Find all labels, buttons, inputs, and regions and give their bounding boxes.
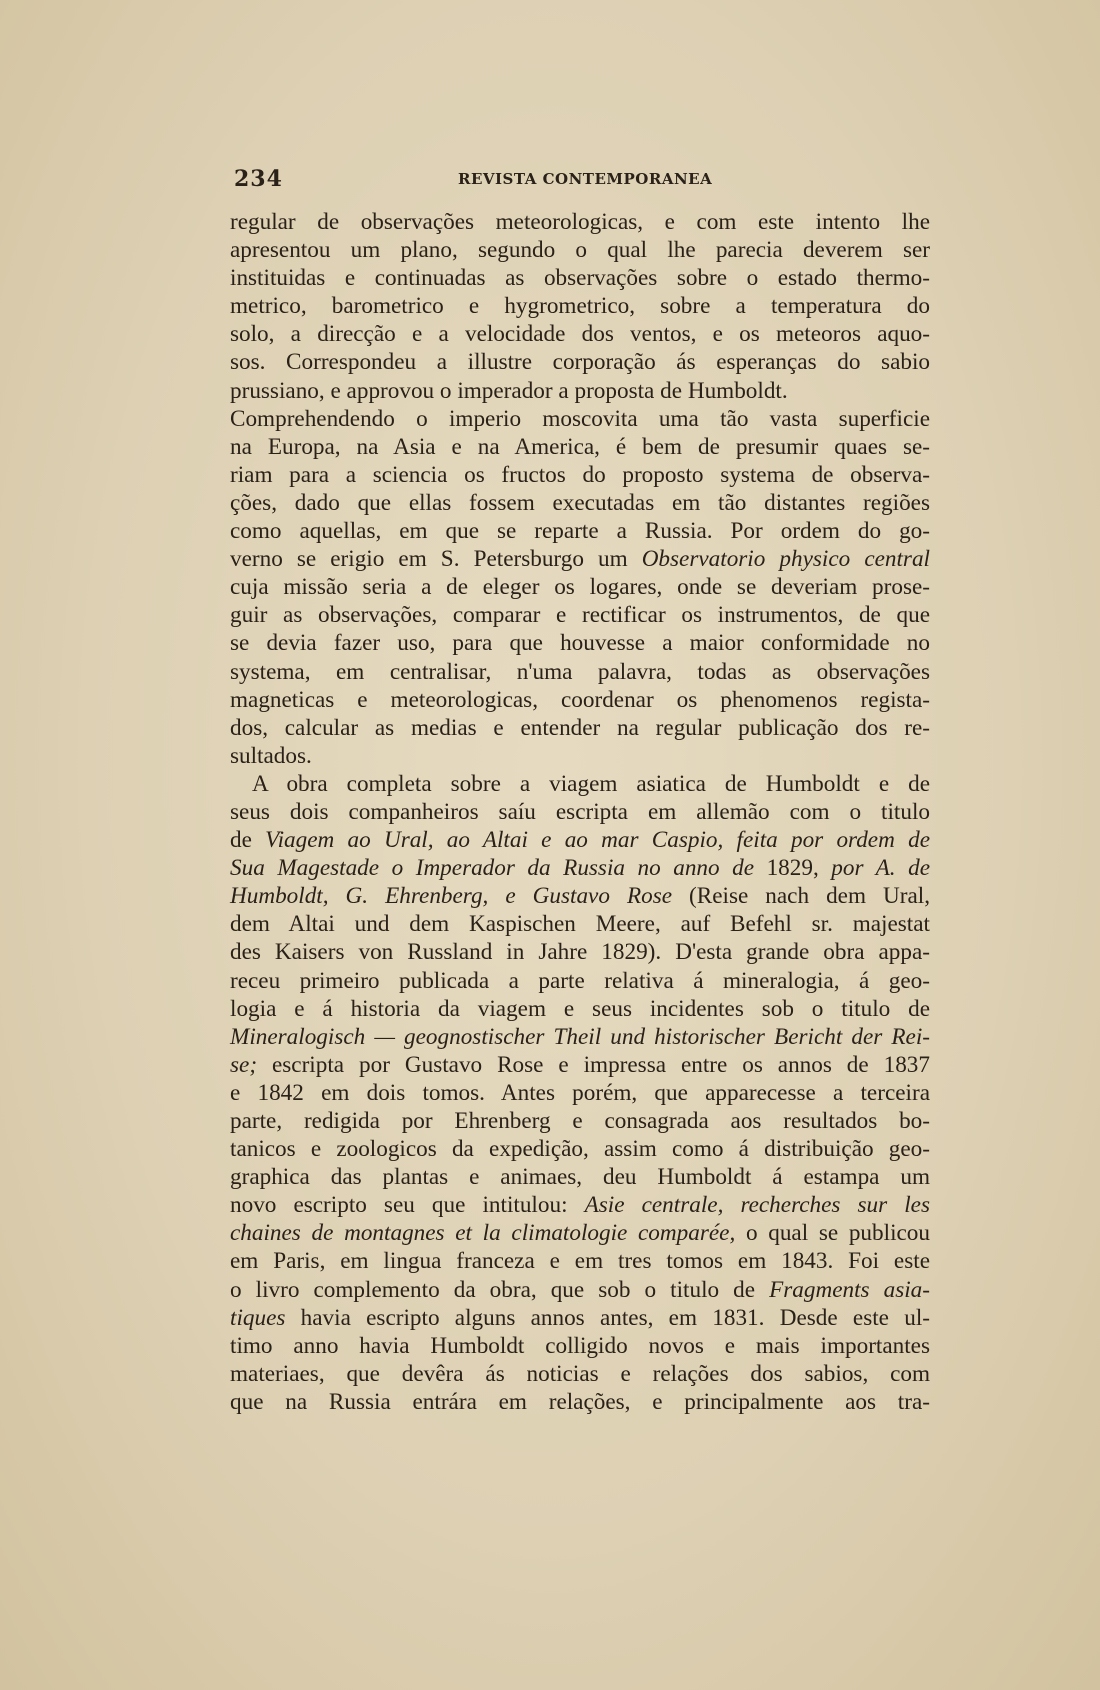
text-segment: de <box>230 827 266 854</box>
italic-title-segment: Viagem ao Ural, ao Altai e ao mar Caspio, feita por ordem de <box>265 827 930 854</box>
text-line <box>230 1276 930 1304</box>
text-line <box>230 1304 930 1332</box>
text-segment: novo escripto seu que intitulou: <box>230 1192 585 1219</box>
text-line: tanicos e zoologicos da expedição, assim como á distribuição geo- <box>230 1136 930 1163</box>
text-line: Comprehendendo o imperio moscovita uma tão vasta superficie <box>230 405 930 432</box>
italic-title-segment: se; <box>230 1051 258 1078</box>
text-line: receu primeiro publicada a parte relativa á mineralogia, á geo- <box>230 967 930 994</box>
body-text <box>230 208 930 1416</box>
italic-title-segment: Mineralogisch — geognostischer Theil und historischer Bericht der Rei- <box>230 1023 930 1050</box>
text-segment: (Reise nach dem Ural, <box>672 883 930 910</box>
text-line: metrico, barometrico e hygrometrico, sobre a temperatura do <box>230 293 930 320</box>
text-line: sultados. <box>230 742 312 769</box>
text-segment: o livro complemento da obra, que sob o titulo de <box>230 1276 770 1303</box>
text-line: graphica das plantas e animaes, deu Humboldt á estampa um <box>230 1164 930 1191</box>
text-line <box>230 854 930 882</box>
text-line: solo, a direcção e a velocidade dos ventos, e os meteoros aquo- <box>230 321 930 348</box>
text-line <box>230 545 930 573</box>
italic-title-segment: Asie centrale, recherches sur les <box>584 1192 930 1219</box>
italic-title-segment: Fragments asia- <box>769 1276 930 1303</box>
page-header <box>234 166 934 192</box>
text-segment: o qual se publicou <box>735 1220 930 1247</box>
italic-title-segment: Sua Magestade o Imperador da Russia no anno de <box>230 855 755 882</box>
text-line: instituidas e continuadas as observações sobre o estado thermo- <box>230 265 930 292</box>
italic-title-segment: por A. de <box>831 855 931 882</box>
text-line: timo anno havia Humboldt colligido novos e mais importantes <box>230 1332 930 1359</box>
italic-title-segment: tiques <box>230 1304 286 1331</box>
text-line <box>230 826 930 854</box>
text-line: e 1842 em dois tomos. Antes porém, que apparecesse a terceira <box>230 1079 930 1106</box>
text-line: seus dois companheiros saíu escripta em allemão com o titulo <box>230 798 930 825</box>
text-line: dos, calcular as medias e entender na regular publicação dos re- <box>230 714 930 741</box>
text-line: ções, dado que ellas fossem executadas em tão distantes regiões <box>230 489 930 516</box>
text-line: riam para a sciencia os fructos do proposto systema de observa- <box>230 461 930 488</box>
running-head: REVISTA CONTEMPORANEA <box>458 170 713 188</box>
text-line: sos. Correspondeu a illustre corporação ás esperanças do sabio <box>230 349 930 376</box>
text-line: na Europa, na Asia e na America, é bem de presumir quaes se- <box>230 433 930 460</box>
italic-title-segment: Observatorio physico central <box>641 546 930 573</box>
text-line: que na Russia entrára em relações, e principalmente aos tra- <box>230 1388 930 1415</box>
text-line <box>230 1191 930 1219</box>
text-line: guir as observações, comparar e rectificar os instrumentos, de que <box>230 602 930 629</box>
italic-title-segment: Humboldt, G. Ehrenberg, e Gustavo Rose <box>230 883 673 910</box>
page-number: 234 <box>234 166 283 192</box>
text-line <box>230 1051 930 1079</box>
text-segment: escripta por Gustavo Rose e impressa entre os annos de 1837 <box>257 1051 930 1078</box>
text-line: regular de observações meteorologicas, e com este intento lhe <box>230 209 930 235</box>
text-line: como aquellas, em que se reparte a Russia. Por ordem do go- <box>230 518 930 545</box>
text-segment: 1829, <box>754 855 832 882</box>
text-line: logia e á historia da viagem e seus incidentes sob o titulo de <box>230 995 930 1022</box>
text-line <box>230 882 930 910</box>
text-line: dem Altai und dem Kaspischen Meere, auf Befehl sr. majestat <box>230 911 930 938</box>
text-line: em Paris, em lingua franceza e em tres tomos em 1843. Foi este <box>230 1248 930 1275</box>
text-line: cuja missão seria a de eleger os logares, onde se deveriam prose- <box>230 574 930 601</box>
text-line: des Kaisers von Russland in Jahre 1829). D'esta grande obra appa- <box>230 939 930 966</box>
text-segment: havia escripto alguns annos antes, em 1831. Desde este ul- <box>285 1304 930 1331</box>
text-line: parte, redigida por Ehrenberg e consagrada aos resultados bo- <box>230 1108 930 1134</box>
text-line: systema, em centralisar, n'uma palavra, todas as observações <box>230 658 930 685</box>
text-segment: verno se erigio em S. Petersburgo um <box>230 546 642 573</box>
text-line: apresentou um plano, segundo o qual lhe parecia deverem ser <box>230 237 930 264</box>
text-line: se devia fazer uso, para que houvesse a maior conformidade no <box>230 630 930 657</box>
text-line: A obra completa sobre a viagem asiatica de Humboldt e de <box>252 770 930 797</box>
italic-title-segment: chaines de montagnes et la climatologie comparée, <box>230 1220 736 1247</box>
text-line: materiaes, que devêra ás noticias e relações dos sabios, com <box>230 1360 930 1387</box>
text-line <box>230 1023 930 1051</box>
text-line: prussiano, e approvou o imperador a proposta de Humboldt. <box>230 377 788 404</box>
text-line <box>230 1219 930 1247</box>
text-line: magneticas e meteorologicas, coordenar os phenomenos regista- <box>230 686 930 713</box>
